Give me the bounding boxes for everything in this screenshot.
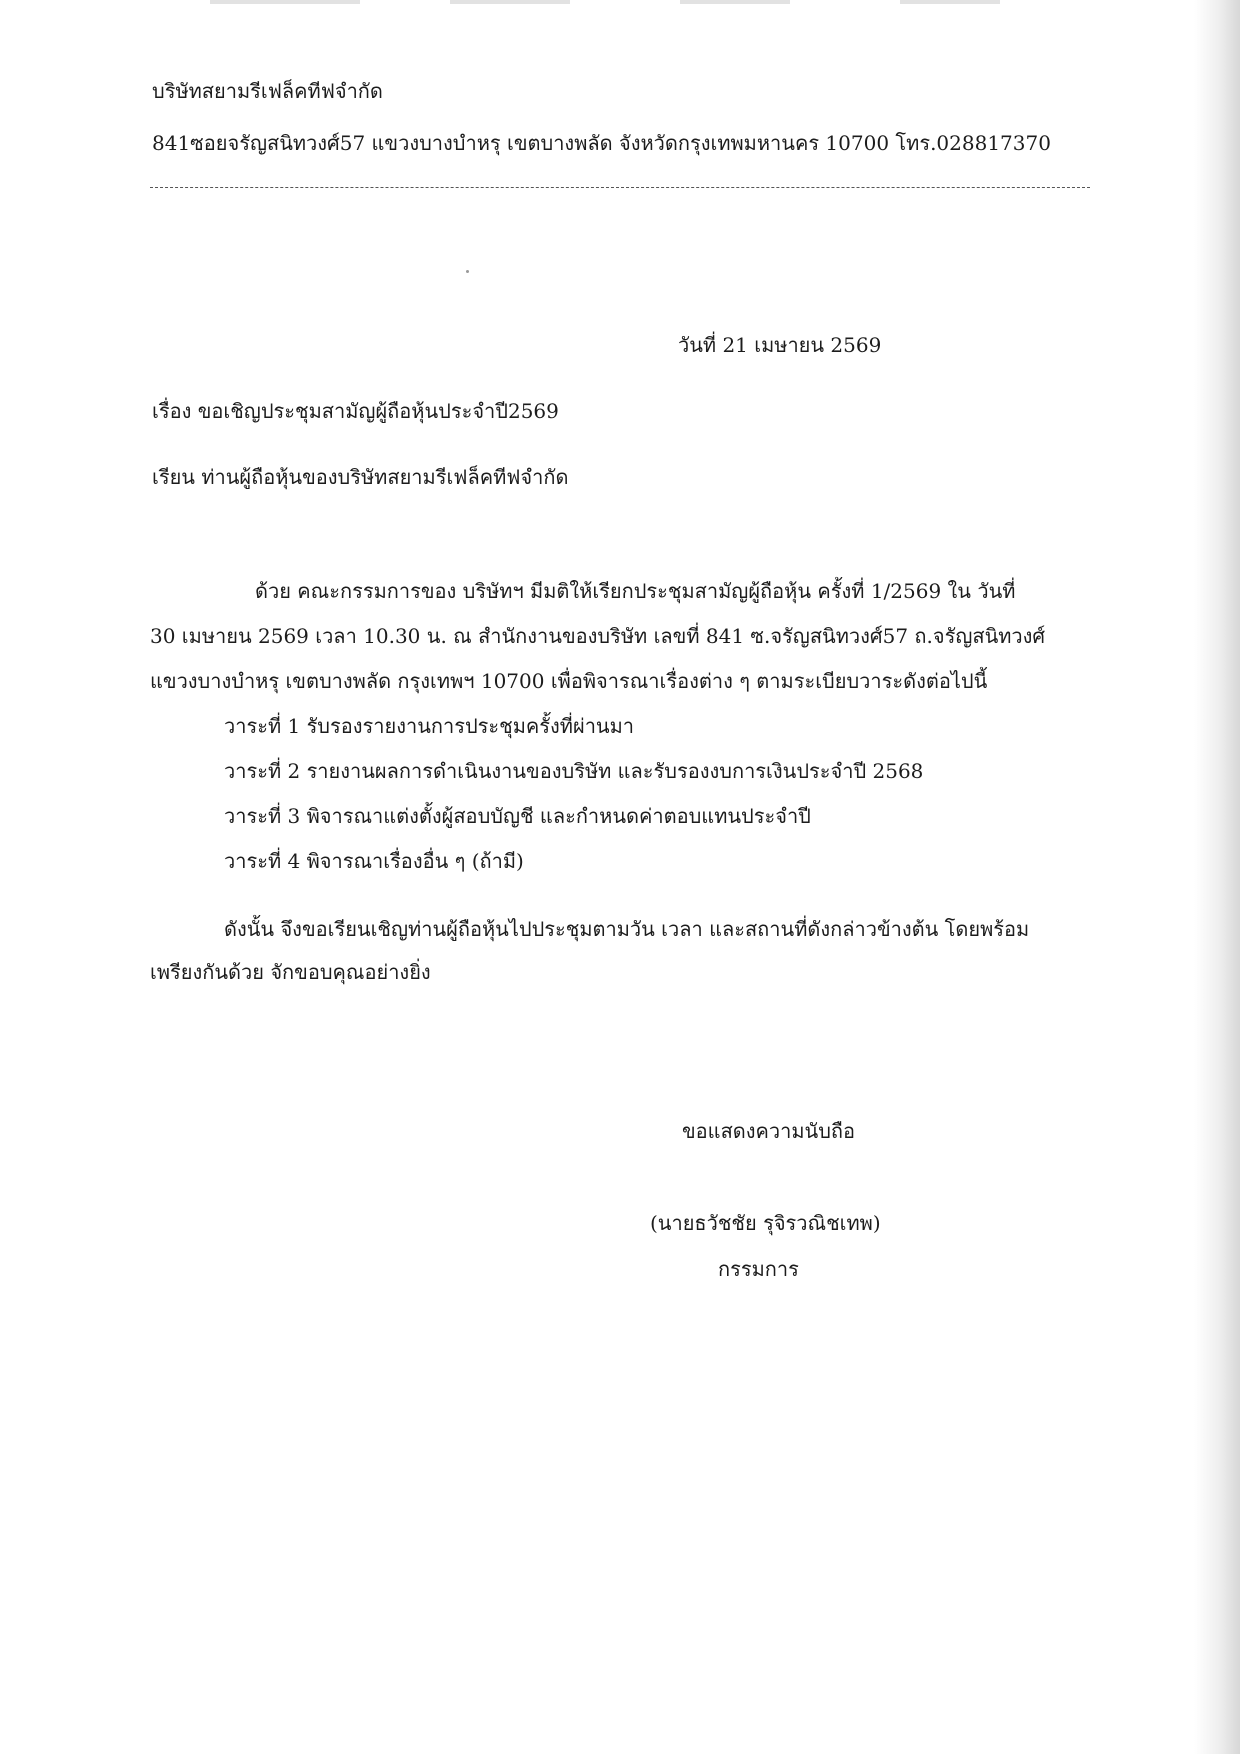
closing-line: ดังนั้น จึงขอเรียนเชิญท่านผู้ถือหุ้นไปประชุมตามวัน เวลา และสถานที่ดังกล่าวข้างต้น โดยพร้อม — [224, 917, 1030, 941]
scan-smudge — [450, 0, 570, 4]
letter-subject: เรื่อง ขอเชิญประชุมสามัญผู้ถือหุ้นประจำปี2569 — [152, 399, 559, 423]
closing-line: เพรียงกันด้วย จักขอบคุณอย่างยิ่ง — [150, 960, 431, 984]
letter-recipient: เรียน ท่านผู้ถือหุ้นของบริษัทสยามรีเฟล็คทีฟจำกัด — [152, 465, 569, 489]
company-address: 841ซอยจรัญสนิทวงศ์57 แขวงบางบำหรุ เขตบางพลัด จังหวัดกรุงเทพมหานคร 10700 โทร.028817370 — [152, 131, 1051, 155]
agenda-item: วาระที่ 3 พิจารณาแต่งตั้งผู้สอบบัญชี และกำหนดค่าตอบแทนประจำปี — [224, 804, 811, 828]
paragraph-line: 30 เมษายน 2569 เวลา 10.30 น. ณ สำนักงานของบริษัท เลขที่ 841 ซ.จรัญสนิทวงศ์57 ถ.จรัญสนิทวงศ์ — [150, 624, 1046, 648]
signatory-name: (นายธวัชชัย รุจิรวณิชเทพ) — [650, 1211, 881, 1235]
scan-edge-shadow — [1194, 0, 1240, 1754]
paragraph-line: แขวงบางบำหรุ เขตบางพลัด กรุงเทพฯ 10700 เพื่อพิจารณาเรื่องต่าง ๆ ตามระเบียบวาระดังต่อไปนี้ — [150, 669, 988, 693]
agenda-item: วาระที่ 2 รายงานผลการดำเนินงานของบริษัท และรับรองงบการเงินประจำปี 2568 — [224, 759, 924, 783]
scan-smudge — [680, 0, 790, 4]
agenda-item: วาระที่ 4 พิจารณาเรื่องอื่น ๆ (ถ้ามี) — [224, 849, 524, 873]
header-separator — [150, 187, 1090, 188]
signatory-position: กรรมการ — [718, 1257, 799, 1281]
scan-speck — [466, 270, 469, 273]
letter-date: วันที่ 21 เมษายน 2569 — [678, 333, 882, 357]
signature-salutation: ขอแสดงความนับถือ — [682, 1119, 856, 1143]
paragraph-line: ด้วย คณะกรรมการของ บริษัทฯ มีมติให้เรียกประชุมสามัญผู้ถือหุ้น ครั้งที่ 1/2569 ใน วันที่ — [255, 579, 1016, 603]
company-name: บริษัทสยามรีเฟล็คทีฟจำกัด — [152, 79, 383, 103]
scan-smudge — [900, 0, 1000, 4]
scan-smudge — [210, 0, 360, 4]
agenda-item: วาระที่ 1 รับรองรายงานการประชุมครั้งที่ผ่านมา — [224, 714, 635, 738]
